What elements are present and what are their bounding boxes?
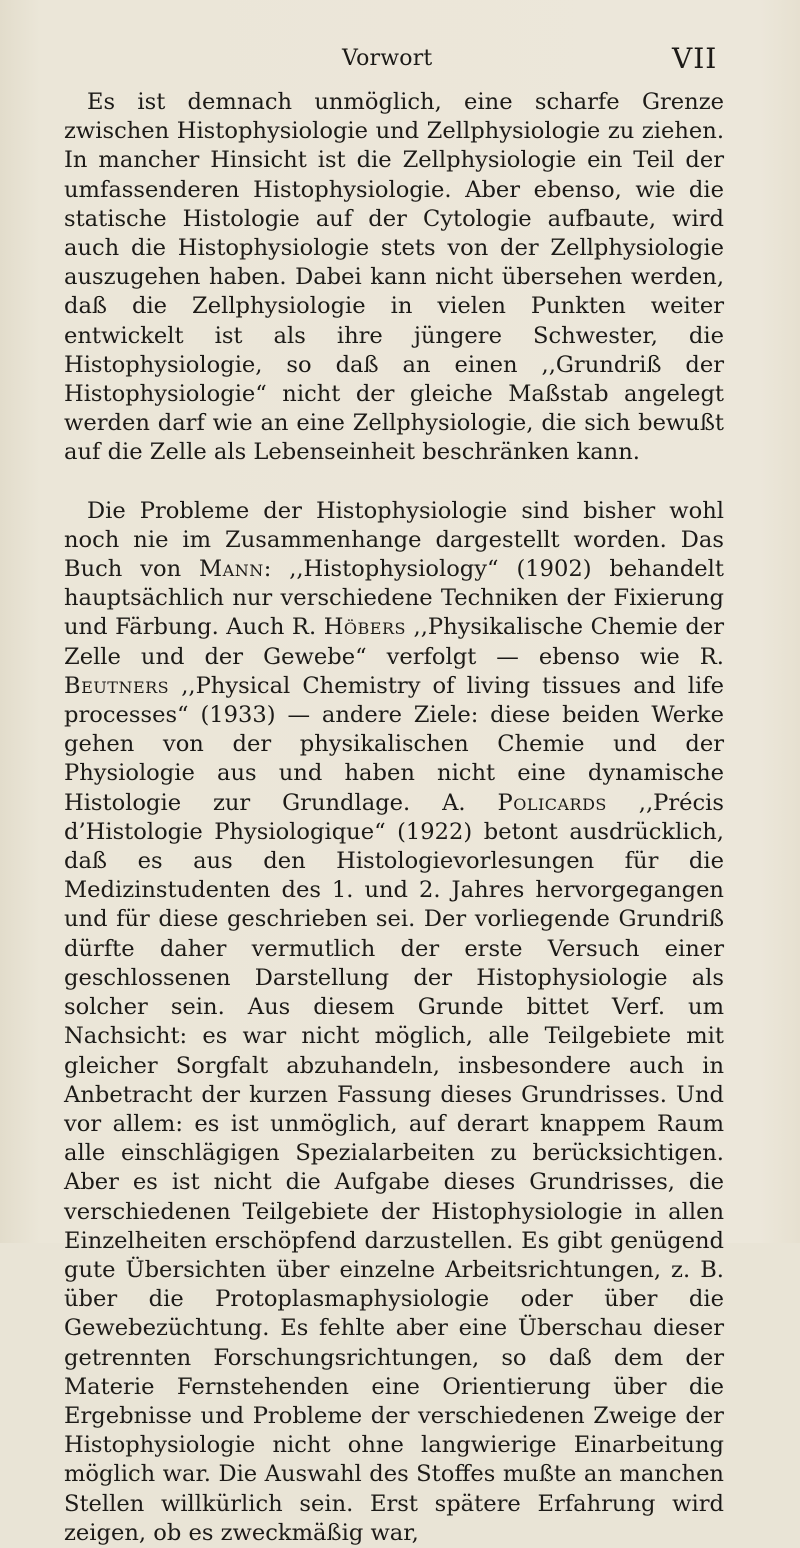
author-name-beutner: Beutners: [64, 672, 170, 699]
running-title: Vorwort: [342, 46, 433, 71]
paragraph-text: ,,Physikalische Chemie der Zelle und der Gewebe“ verfolgt — ebenso wie R.: [64, 614, 724, 670]
page-number: VII: [672, 42, 718, 75]
page-header: [0, 40, 800, 80]
paragraph-text: : ,,Histophysiology“ (1902) behandelt hauptsächlich nur verschiedene Techniken der Fixierung und Färbung. Auch R.: [64, 556, 724, 641]
author-name-policard: Policards: [497, 789, 607, 816]
author-name-mann: Mann: [199, 556, 264, 583]
paragraph-2: [64, 497, 724, 1548]
paragraph-text: Es ist demnach unmöglich, eine scharfe Grenze zwischen Histophysiologie und Zellphysiologie zu ziehen. In mancher Hinsicht ist die Zellphysiologie ein Teil der umfassenderen Histophysiologie. Aber ebenso, wie die statische Histologie auf der Cytologie aufbaute, wird auch die Histophysiologie stets von der Zellphysiologie auszugehen haben. Dabei kann nicht übersehen werden, daß die Zellphysiologie in vielen Punkten weiter entwickelt ist als ihre jüngere Schwester, die Histophysiologie, so daß an einen ,,Grundriß der Histophysiologie“ nicht der gleiche Maßstab angelegt werden darf wie an eine Zellphysiologie, die sich bewußt auf die Zelle als Lebenseinheit beschränken kann.: [64, 89, 724, 466]
body-text: [64, 88, 724, 1548]
author-name-hoeber: Höbers: [323, 614, 406, 641]
paragraph-text: ,,Précis d’Histologie Physiologique“ (1922) betont ausdrücklich, daß es aus den Histologievorlesungen für die Medizinstudenten des 1. und 2. Jahres hervorgegangen und für diese geschrieben sei. Der vorliegende Grundriß dürfte daher vermutlich der erste Versuch einer geschlossenen Darstellung der Histophysiologie als solcher sein. Aus diesem Grunde bittet Verf. um Nachsicht: es war nicht möglich, alle Teilgebiete mit gleicher Sorgfalt abzuhandeln, insbesondere auch in Anbetracht der kurzen Fassung dieses Grundrisses. Und vor allem: es ist unmöglich, auf derart knappem Raum alle einschlägigen Spezialarbeiten zu berücksichtigen. Aber es ist nicht die Aufgabe dieses Grundrisses, die verschiedenen Teilgebiete der Histophysiologie in allen Einzelheiten erschöpfend darzustellen. Es gibt genügend gute Übersichten über einzelne Arbeitsrichtungen, z. B. über die Protoplasmaphysiologie oder über die Gewebezüchtung. Es fehlte aber eine Überschau dieser getrennten Forschungsrichtungen, so daß dem der Materie Fernstehenden eine Orientierung über die Ergebnisse und Probleme der verschiedenen Zweige der Histophysiologie nicht ohne langwierige Einarbeitung möglich war. Die Auswahl des Stoffes mußte an manchen Stellen willkürlich sein. Erst spätere Erfahrung wird zeigen, ob es zweckmäßig war,: [64, 789, 724, 1546]
paragraph-text: Die Probleme der Histophysiologie sind bisher wohl noch nie im Zusammenhange dargestellt worden. Das Buch von: [64, 497, 724, 583]
paragraph-1: [64, 88, 724, 468]
paragraph-text: ,,Physical Chemistry of living tissues and life processes“ (1933) — andere Ziele: diese beiden Werke gehen von der physikalischen Chemie und der Physiologie aus und haben nicht eine dynamische Histologie zur Grundlage. A.: [64, 672, 724, 816]
